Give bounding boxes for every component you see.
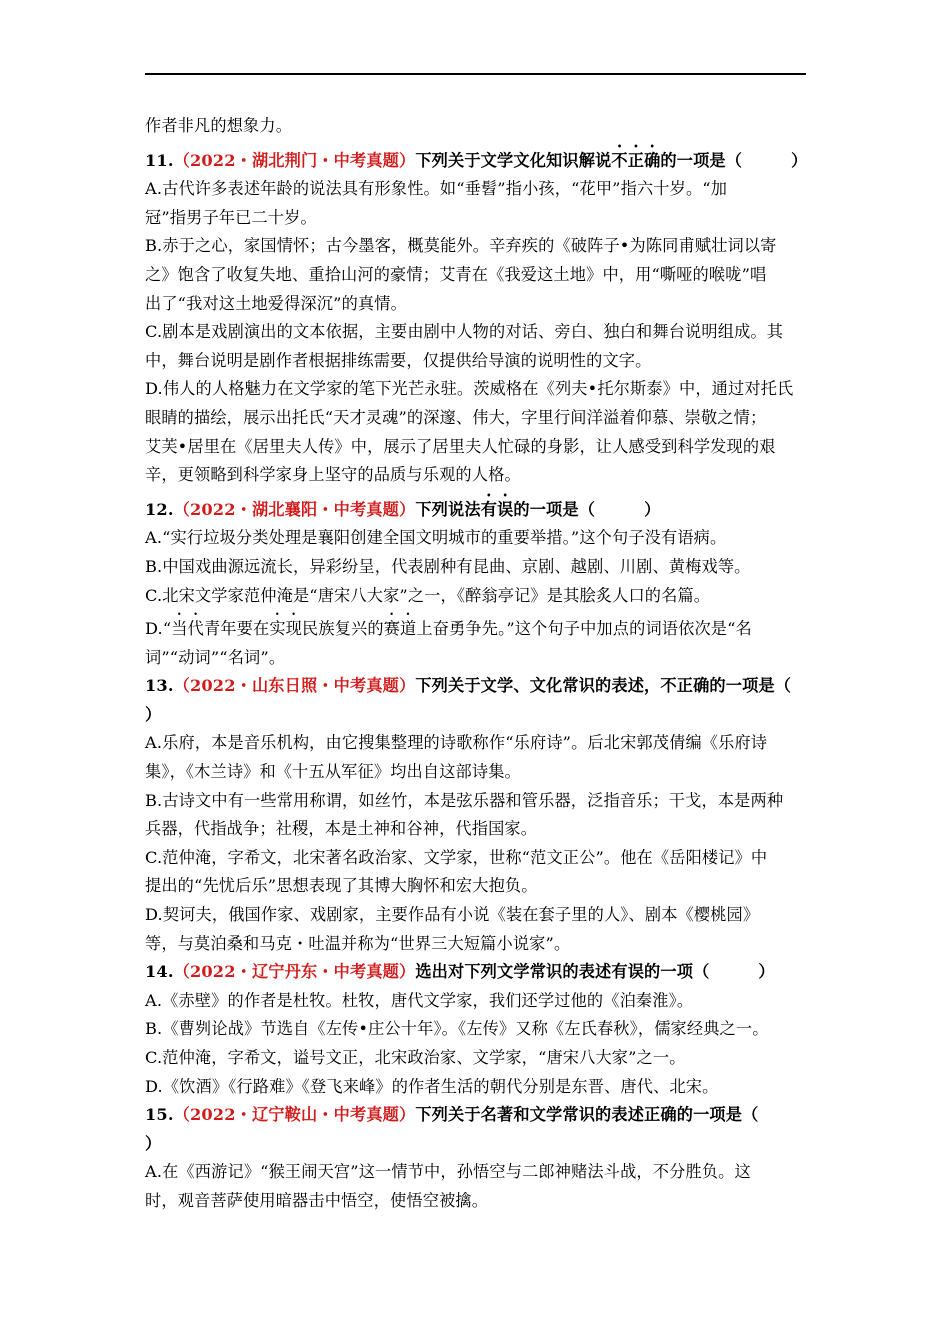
question-12: [145, 490, 807, 673]
question-source: （2022・辽宁丹东・中考真题）: [173, 962, 416, 982]
question-stem-end: 的一项是（ ）: [513, 499, 661, 519]
closing-paren: ）: [145, 1133, 162, 1153]
question-stem: 下列说法: [415, 499, 481, 519]
question-stem-end: [145, 1130, 807, 1159]
question-stem-end: 的一项是（ ）: [660, 150, 808, 170]
option-line: C.剧本是戏剧演出的文本依据，主要由剧中人物的对话、旁白、独白和舞台说明组成。其: [145, 322, 784, 342]
option-line: C.范仲淹，字希文，北宋著名政治家、文学家，世称“范文正公”。他在《岳阳楼记》中: [145, 847, 768, 867]
option-line: 艾芙•居里在《居里夫人传》中，展示了居里夫人忙碌的身影，让人感受到科学发现的艰: [145, 436, 776, 456]
question-number: 11.: [145, 150, 174, 170]
question-stem: 下列关于名著和文学常识的表述正确的一项是（: [415, 1105, 759, 1125]
option-d: [145, 610, 807, 644]
option-text: 上奋勇争先。”这个句子中加点的词语依次是“名: [416, 619, 752, 639]
option-line: 词”“动词”“名词”。: [145, 647, 286, 667]
question-number: 13.: [145, 676, 174, 696]
question-11: [145, 141, 807, 490]
question-15: [145, 1101, 807, 1215]
question-source: （2022・湖北襄阳・中考真题）: [173, 499, 416, 519]
question-source: （2022・辽宁鞍山・中考真题）: [173, 1105, 416, 1125]
option-line: D.契诃夫，俄国作家、戏剧家，主要作品有小说《装在套子里的人》、剧本《樱桃园》: [145, 905, 760, 925]
option-a: A.“实行垃圾分类处理是襄阳创建全国文明城市的重要举措。”这个句子没有语病。: [145, 528, 727, 548]
question-stem: 下列关于文学文化知识解说: [415, 150, 612, 170]
option-line: 提出的“先忧后乐”思想表现了其博大胸怀和宏大抱负。: [145, 876, 538, 896]
question-13: [145, 672, 807, 958]
document-body: [145, 112, 807, 1216]
option-line: A.在《西游记》“猴王闹天宫”这一情节中，孙悟空与二郎神赌法斗战，不分胜负。这: [145, 1162, 751, 1182]
option-line: B.古诗文中有一些常用称谓，如丝竹，本是弦乐器和管乐器，泛指音乐；干戈，本是两种: [145, 790, 784, 810]
option-line: 冠”指男子年已二十岁。: [145, 207, 317, 227]
intro-line: 作者非凡的想象力。: [145, 116, 293, 135]
option-line: D.《饮酒》《行路难》《登飞来峰》的作者生活的朝代分别是东晋、唐代、北宋。: [145, 1076, 719, 1096]
question-stem: 下列关于文学、文化常识的表述，不正确的一项是（: [415, 676, 792, 696]
option-line: A.古代许多表述年龄的说法具有形象性。如“垂髫”指小孩，“花甲”指六十岁。“加: [145, 179, 728, 199]
option-line: 时，观音菩萨使用暗器击中悟空，使悟空被擒。: [145, 1190, 489, 1210]
question-stem-end: [145, 701, 807, 730]
question-11-heading: [145, 141, 807, 176]
option-line: 辛，更领略到科学家身上坚守的品质与乐观的人格。: [145, 465, 521, 485]
option-c: C.北宋文学家范仲淹是“唐宋八大家”之一，《醉翁亭记》是其脍炙人口的名篇。: [145, 585, 711, 605]
option-line: A.乐府，本是音乐机构，由它搜集整理的诗歌称作“乐府诗”。后北宋郭茂倩编《乐府诗: [145, 733, 768, 753]
dotted-word: 当代: [171, 619, 204, 639]
option-b: B.中国戏曲源远流长，异彩纷呈，代表剧种有昆曲、京剧、越剧、川剧、黄梅戏等。: [145, 556, 751, 576]
option-line: C.范仲淹，字希文，谥号文正，北宋政治家、文学家，“唐宋八大家”之一。: [145, 1048, 686, 1067]
emphasis-text: 有误: [480, 499, 514, 519]
header-rule: [145, 73, 806, 75]
option-line: B.赤于之心，家国情怀；古今墨客，概莫能外。辛弃疾的《破阵子•为陈同甫赋壮词以寄: [145, 236, 777, 256]
option-line: 之》饱含了收复失地、重拾山河的豪情；艾青在《我爱这土地》中，用“嘶哑的喉咙”唱: [145, 264, 767, 284]
option-line: A.《赤壁》的作者是杜牧。杜牧，唐代文学家，我们还学过他的《泊秦淮》。: [145, 990, 694, 1010]
option-text: 青年要在: [203, 619, 270, 639]
dotted-word: 实现: [269, 619, 303, 639]
question-number: 14.: [145, 962, 174, 982]
option-line: 眼睛的描绘，展示出托氏“天才灵魂”的深邃、伟大，字里行间洋溢着仰慕、崇敬之情；: [145, 407, 767, 427]
question-12-heading: [145, 490, 807, 525]
question-14: [145, 958, 807, 1101]
option-line: 集》，《木兰诗》和《十五从军征》均出自这部诗集。: [145, 762, 521, 782]
option-line: 等，与莫泊桑和马克・吐温并称为“世界三大短篇小说家”。: [145, 933, 571, 953]
dotted-word: 赛道: [383, 619, 417, 639]
option-line: B.《曹刿论战》节选自《左传•庄公十年》。《左传》又称《左氏春秋》，儒家经典之一。: [145, 1019, 769, 1039]
option-line: 兵器，代指战争；社稷，本是土神和谷神，代指国家。: [145, 819, 538, 839]
option-line: 出了“我对这土地爱得深沉”的真情。: [145, 293, 407, 313]
question-number: 15.: [145, 1105, 174, 1125]
option-text: D.“: [145, 619, 172, 639]
option-line: 中，舞台说明是剧作者根据排练需要，仅提供给导演的说明性的文字。: [145, 350, 652, 370]
question-stem: 选出对下列文学常识的表述有误的一项（ ）: [415, 962, 775, 982]
question-15-heading: [145, 1101, 807, 1130]
question-14-heading: [145, 958, 807, 987]
question-number: 12.: [145, 499, 174, 519]
option-line: D.伟人的人格魅力在文学家的笔下光芒永驻。茨威格在《列夫•托尔斯泰》中，通过对托氏: [145, 379, 794, 399]
option-text: 民族复兴的: [302, 619, 384, 639]
question-13-heading: [145, 672, 807, 701]
closing-paren: ）: [145, 704, 162, 724]
question-source: （2022・湖北荆门・中考真题）: [173, 150, 416, 170]
question-source: （2022・山东日照・中考真题）: [173, 676, 416, 696]
emphasis-text: 不正确: [611, 150, 661, 170]
